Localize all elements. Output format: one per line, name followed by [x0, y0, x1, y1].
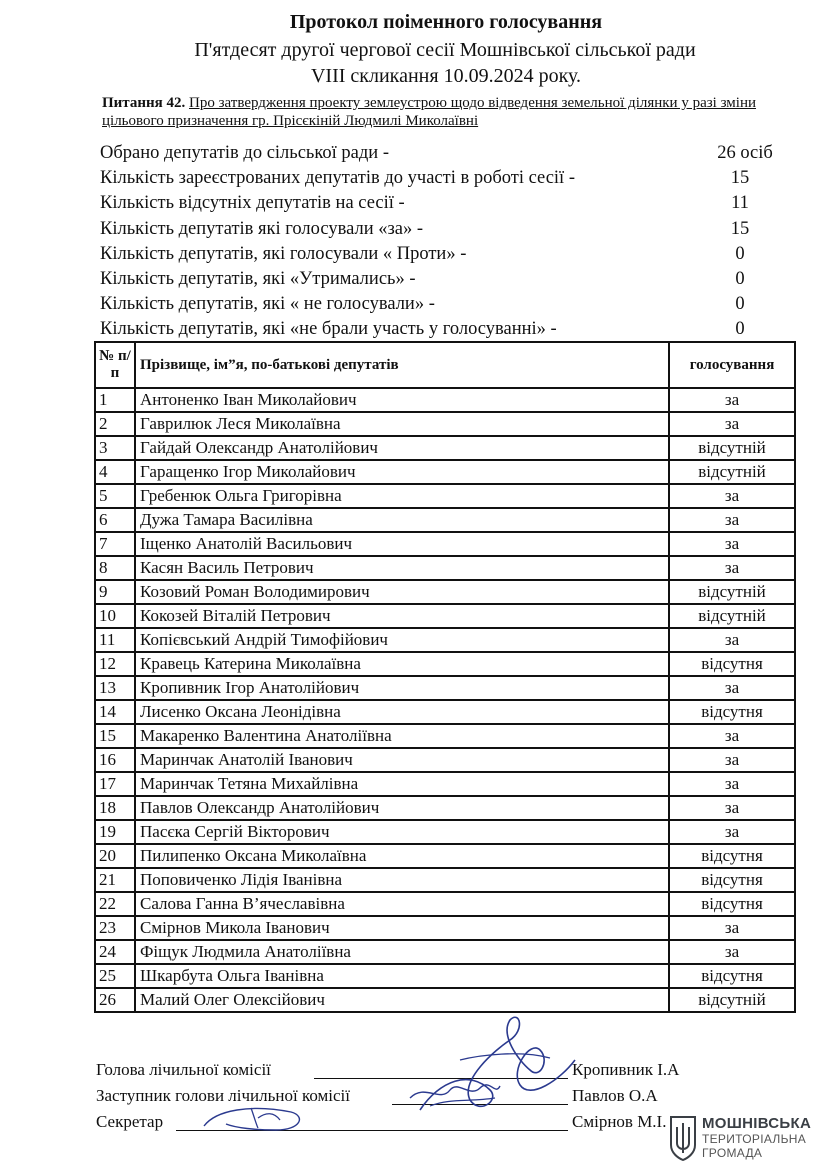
stat-row	[100, 317, 780, 342]
signature-row-deputy	[96, 1084, 806, 1110]
deputy-name: Пасєка Сергій Вікторович	[135, 820, 669, 844]
vote-result: відсутній	[669, 604, 795, 628]
vote-result: за	[669, 388, 795, 412]
table-row	[95, 772, 795, 796]
stat-row	[100, 166, 780, 191]
table-row	[95, 436, 795, 460]
table-row	[95, 916, 795, 940]
row-number: 9	[95, 580, 135, 604]
vote-result: відсутній	[669, 436, 795, 460]
stat-label: Кількість зареєстрованих депутатів до участі в роботі сесії -	[100, 168, 575, 189]
row-number: 19	[95, 820, 135, 844]
vote-result: за	[669, 916, 795, 940]
stat-value: 0	[735, 243, 745, 264]
row-number: 1	[95, 388, 135, 412]
header-vote: голосування	[669, 342, 795, 388]
table-row	[95, 652, 795, 676]
deputy-name: Іщенко Анатолій Васильович	[135, 532, 669, 556]
stat-value: 0	[735, 294, 745, 315]
question-text: Про затвердження проекту землеустрою щодо відведення земельної ділянки у разі зміни цільового призначення гр. Прісєкіній Людмилі Миколаївні	[102, 95, 757, 129]
stat-label: Кількість депутатів, які «Утрималиcь» -	[100, 268, 416, 289]
deputy-name: Касян Василь Петрович	[135, 556, 669, 580]
table-row	[95, 724, 795, 748]
deputy-name: Кравець Катерина Миколаївна	[135, 652, 669, 676]
vote-result: за	[669, 820, 795, 844]
vote-result: за	[669, 796, 795, 820]
signature-line	[392, 1104, 568, 1105]
deputy-name: Шкарбута Ольга Іванівна	[135, 964, 669, 988]
table-row	[95, 700, 795, 724]
stat-row	[100, 217, 780, 242]
signature-name: Павлов О.А	[572, 1086, 658, 1105]
signature-line	[176, 1130, 568, 1131]
deputy-name: Гаврилюк Леся Миколаївна	[135, 412, 669, 436]
stat-value: 11	[731, 193, 749, 214]
row-number: 5	[95, 484, 135, 508]
document-header	[0, 10, 826, 88]
stat-label: Обрано депутатів до сільської ради -	[100, 143, 389, 163]
deputy-name: Дужа Тамара Василівна	[135, 508, 669, 532]
row-number: 10	[95, 604, 135, 628]
deputy-name: Гайдай Олександр Анатолійович	[135, 436, 669, 460]
vote-result: відсутня	[669, 844, 795, 868]
stat-row	[100, 191, 780, 216]
vote-result: за	[669, 484, 795, 508]
table-row	[95, 892, 795, 916]
stat-value: 15	[730, 218, 750, 239]
deputy-name: Пилипенко Оксана Миколаївна	[135, 844, 669, 868]
stat-row	[100, 292, 780, 317]
row-number: 13	[95, 676, 135, 700]
vote-result: відсутній	[669, 580, 795, 604]
table-row	[95, 676, 795, 700]
vote-result: за	[669, 556, 795, 580]
signature-name: Кропивник І.А	[572, 1060, 680, 1079]
vote-result: відсутня	[669, 868, 795, 892]
deputy-name: Малий Олег Олексійович	[135, 988, 669, 1012]
vote-result: відсутня	[669, 652, 795, 676]
row-number: 22	[95, 892, 135, 916]
signature-row-chair	[96, 1058, 806, 1084]
deputy-name: Антоненко Іван Миколайович	[135, 388, 669, 412]
deputy-name: Кокозей Віталій Петрович	[135, 604, 669, 628]
signature-name: Смірнов М.І.	[572, 1112, 667, 1131]
vote-result: за	[669, 940, 795, 964]
stat-label: Кількість депутатів, які голосували « Проти» -	[100, 243, 467, 264]
vote-result: відсутній	[669, 988, 795, 1012]
stat-row	[100, 267, 780, 292]
table-row	[95, 628, 795, 652]
table-row	[95, 604, 795, 628]
deputy-name: Кропивник Ігор Анатолійович	[135, 676, 669, 700]
deputy-name: Маринчак Анатолій Іванович	[135, 748, 669, 772]
table-row	[95, 580, 795, 604]
deputy-name: Фіщук Людмила Анатоліївна	[135, 940, 669, 964]
table-row	[95, 964, 795, 988]
document-subtitle: П'ятдесят другої чергової сесії Мошнівської сільської ради	[194, 39, 696, 61]
header-number: № п/п	[95, 342, 135, 388]
deputy-name: Поповиченко Лідія Іванівна	[135, 868, 669, 892]
vote-result: відсутній	[669, 460, 795, 484]
row-number: 4	[95, 460, 135, 484]
table-row	[95, 556, 795, 580]
table-header-row	[95, 342, 795, 388]
agenda-question	[102, 94, 792, 130]
vote-result: за	[669, 772, 795, 796]
logo-text	[702, 1116, 811, 1160]
row-number: 2	[95, 412, 135, 436]
table-row	[95, 508, 795, 532]
logo-sub-text-2: ГРОМАДА	[702, 1146, 763, 1160]
stat-label: Кількість відсутніх депутатів на сесії -	[100, 193, 405, 214]
row-number: 23	[95, 916, 135, 940]
row-number: 18	[95, 796, 135, 820]
vote-result: за	[669, 724, 795, 748]
logo-sub-text: ТЕРИТОРІАЛЬНА	[702, 1132, 807, 1146]
deputy-name: Копієвський Андрій Тимофійович	[135, 628, 669, 652]
table-row	[95, 820, 795, 844]
vote-statistics	[100, 141, 780, 343]
table-row	[95, 844, 795, 868]
vote-result: відсутня	[669, 700, 795, 724]
stat-row	[100, 242, 780, 267]
deputy-name: Смірнов Микола Іванович	[135, 916, 669, 940]
logo-main-text: МОШНІВСЬКА	[702, 1115, 812, 1132]
row-number: 20	[95, 844, 135, 868]
signature-line	[314, 1078, 568, 1079]
deputy-name: Маринчак Тетяна Михайлівна	[135, 772, 669, 796]
stat-value: 0	[735, 268, 745, 289]
row-number: 21	[95, 868, 135, 892]
row-number: 11	[95, 628, 135, 652]
table-row	[95, 868, 795, 892]
vote-result: за	[669, 412, 795, 436]
vote-result: відсутня	[669, 964, 795, 988]
deputy-name: Козовий Роман Володимирович	[135, 580, 669, 604]
table-row	[95, 484, 795, 508]
row-number: 17	[95, 772, 135, 796]
deputy-name: Гаращенко Ігор Миколайович	[135, 460, 669, 484]
vote-result: за	[669, 748, 795, 772]
row-number: 24	[95, 940, 135, 964]
table-row	[95, 988, 795, 1012]
row-number: 7	[95, 532, 135, 556]
signature-role: Заступник голови лічильної комісії	[96, 1086, 351, 1105]
deputy-name: Лисенко Оксана Леонідівна	[135, 700, 669, 724]
row-number: 14	[95, 700, 135, 724]
table-row	[95, 940, 795, 964]
session-info: VIII скликання 10.09.2024 року.	[310, 65, 582, 87]
deputy-name: Павлов Олександр Анатолійович	[135, 796, 669, 820]
row-number: 12	[95, 652, 135, 676]
vote-result: відсутня	[669, 892, 795, 916]
stat-row	[100, 141, 780, 166]
stat-label: Кількість депутатів, які « не голосували» -	[100, 294, 435, 315]
table-row	[95, 796, 795, 820]
vote-result: за	[669, 532, 795, 556]
row-number: 8	[95, 556, 135, 580]
vote-result: за	[669, 676, 795, 700]
deputy-name: Макаренко Валентина Анатоліївна	[135, 724, 669, 748]
vote-result: за	[669, 628, 795, 652]
vote-result: за	[669, 508, 795, 532]
deputy-name: Салова Ганна В’ячеславівна	[135, 892, 669, 916]
table-row	[95, 412, 795, 436]
table-row	[95, 388, 795, 412]
header-name: Прізвище, ім”я, по-батькові депутатів	[135, 342, 669, 388]
roll-call-table	[94, 341, 796, 1013]
signature-role: Секретар	[96, 1112, 164, 1131]
stat-label: Кількість депутатів які голосували «за» -	[100, 218, 424, 239]
document-title: Протокол поіменного голосування	[289, 11, 603, 33]
signature-role: Голова лічильної комісії	[96, 1060, 271, 1079]
row-number: 6	[95, 508, 135, 532]
table-row	[95, 460, 795, 484]
stat-value: 15	[730, 168, 750, 189]
table-row	[95, 532, 795, 556]
question-number: Питання 42.	[102, 95, 186, 111]
stat-value: 0	[735, 319, 745, 340]
row-number: 16	[95, 748, 135, 772]
community-logo	[668, 1113, 818, 1165]
stat-value: 26 осіб	[717, 143, 773, 163]
table-row	[95, 748, 795, 772]
row-number: 26	[95, 988, 135, 1012]
stat-label: Кількість депутатів, які «не брали участь у голосуванні» -	[100, 319, 557, 340]
row-number: 15	[95, 724, 135, 748]
row-number: 3	[95, 436, 135, 460]
deputy-name: Гребенюк Ольга Григорівна	[135, 484, 669, 508]
row-number: 25	[95, 964, 135, 988]
trident-icon	[668, 1115, 698, 1161]
